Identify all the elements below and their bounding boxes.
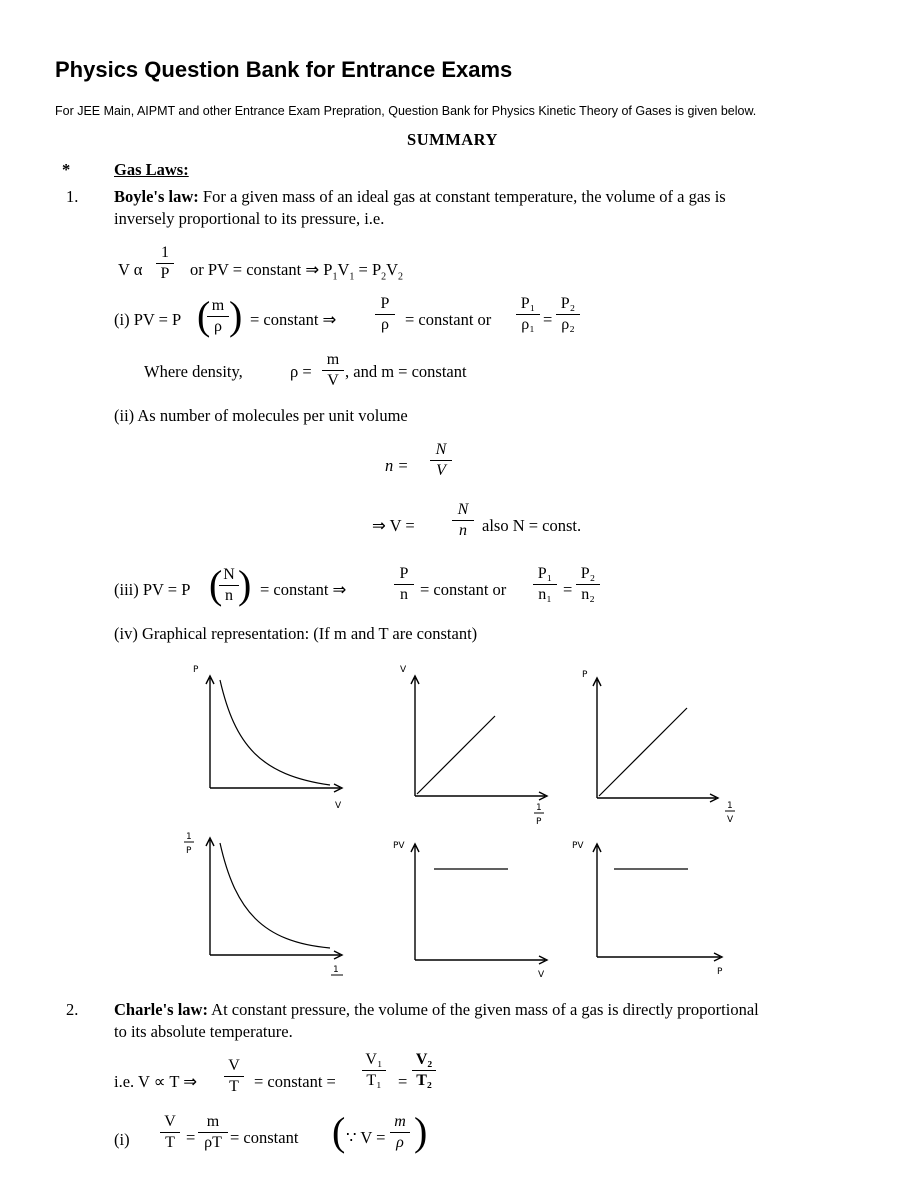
charles-i-eq: = bbox=[186, 1128, 196, 1147]
charles-since: ∵ V = bbox=[346, 1128, 386, 1147]
eq-i-const: = constant ⇒ bbox=[250, 310, 337, 329]
x-label-num: 1 bbox=[536, 803, 542, 813]
iv-label: (iv) Graphical representation: (If m and T are constant) bbox=[114, 624, 478, 643]
x-label-num: 1 bbox=[333, 965, 339, 975]
paren-close: ) bbox=[229, 293, 243, 338]
where-and: , and m = constant bbox=[345, 362, 467, 381]
straight-line bbox=[599, 708, 687, 796]
charles-i-label: (i) bbox=[114, 1130, 130, 1149]
frac-1-over-p: $\frac{1}{P}$ bbox=[156, 243, 174, 284]
x-label-den: P bbox=[536, 817, 542, 827]
ii-label: (ii) As number of molecules per unit volume bbox=[114, 406, 408, 425]
frac-p2-over-n2: $\frac{\text{P₂}}{\text{n₂}}$ bbox=[576, 564, 600, 605]
eq1-left: V α bbox=[118, 260, 143, 279]
ii-v: ⇒ V = bbox=[372, 516, 415, 535]
frac-N-over-n: $\frac{N}{n}$ bbox=[452, 500, 474, 541]
boyle-line-2: inversely proportional to its pressure, i.e. bbox=[114, 209, 385, 228]
x-label-num: 1 bbox=[727, 801, 733, 811]
frac-p-over-n: $\frac{P}{n}$ bbox=[394, 564, 414, 605]
eq-i-const2: = constant or bbox=[405, 310, 492, 329]
ii-also: also N = const. bbox=[482, 516, 582, 535]
intro-text: For JEE Main, AIPMT and other Entrance Exam Prepration, Question Bank for Physics Kinetic Theory of Gases is given below. bbox=[55, 104, 757, 118]
boyle-text-1: For a given mass of an ideal gas at constant temperature, the volume of a gas is bbox=[202, 187, 726, 206]
paren-close-3: ) bbox=[414, 1109, 428, 1154]
equals-sign-2: = bbox=[563, 580, 573, 599]
frac-Nn-paren: $\frac{N}{n}$ bbox=[219, 565, 239, 606]
charles-name: Charle's law: bbox=[114, 1000, 208, 1019]
paren-open-2: ( bbox=[209, 562, 223, 607]
frac-m-over-rho-it: $\frac{m}{\rho}$ bbox=[390, 1112, 410, 1153]
ie-label: i.e. V ∝ T ⇒ bbox=[114, 1072, 198, 1091]
equals-sign: = bbox=[543, 310, 553, 329]
y-label-num: 1 bbox=[186, 832, 192, 842]
x-label-den: V bbox=[727, 815, 734, 825]
frac-p1-over-n1: $\frac{\text{P₁}}{\text{n₁}}$ bbox=[533, 564, 557, 605]
where-rho: ρ = bbox=[290, 362, 312, 381]
frac-p2-over-rho2: $\frac{\text{P₂}}{\text{ρ₂}}$ bbox=[556, 294, 580, 335]
boyle-name: Boyle's law: bbox=[114, 187, 199, 206]
y-label: P bbox=[582, 670, 588, 680]
y-label: P bbox=[193, 665, 199, 675]
charles-line-2: to its absolute temperature. bbox=[114, 1022, 293, 1041]
frac-m-over-v: $\frac{m}{V}$ bbox=[322, 350, 344, 391]
straight-line bbox=[417, 716, 495, 794]
x-label: V bbox=[538, 970, 545, 980]
eq1-rest: or PV = constant ⇒ $P_1V_1 = P_2V_2$ bbox=[190, 260, 404, 283]
graph-p-vs-inv-v bbox=[582, 670, 735, 825]
graph-pv-vs-v bbox=[393, 841, 547, 980]
frac-m-over-rho: $\frac{m}{\rho}$ bbox=[207, 296, 229, 337]
eq-i-label: (i) PV = P bbox=[114, 310, 182, 329]
y-label: PV bbox=[393, 841, 405, 851]
x-label: V bbox=[335, 801, 342, 811]
charles-text-1: At constant pressure, the volume of the given mass of a gas is directly proportional bbox=[211, 1000, 759, 1019]
item-number: 1. bbox=[66, 187, 79, 206]
frac-n-over-v: $\frac{N}{V}$ bbox=[430, 440, 452, 481]
graph-pv-vs-p bbox=[572, 841, 723, 977]
where-label: Where density, bbox=[144, 362, 243, 381]
paren-open-3: ( bbox=[332, 1109, 346, 1154]
ii-n: n = bbox=[385, 456, 409, 475]
paren-close-2: ) bbox=[238, 562, 252, 607]
y-label: PV bbox=[572, 841, 584, 851]
charles-i-const: = constant bbox=[230, 1128, 299, 1147]
frac-v-over-t-i: $\frac{V}{T}$ bbox=[160, 1112, 180, 1153]
iii-label: (iii) PV = P bbox=[114, 580, 191, 599]
frac-m-over-rhoT: $\frac{m}{\rho T}$ bbox=[198, 1112, 228, 1153]
summary-heading: SUMMARY bbox=[407, 130, 498, 149]
hyperbola-curve bbox=[220, 680, 330, 785]
frac-p1-over-rho1: $\frac{\text{P₁}}{\text{ρ₁}}$ bbox=[516, 294, 540, 335]
ie-const: = constant = bbox=[254, 1072, 336, 1091]
y-label-den: P bbox=[186, 846, 192, 856]
frac-v1-over-t1: $\frac{\text{V₁}}{\text{T₁}}$ bbox=[362, 1050, 386, 1091]
frac-v-over-t: $\frac{V}{T}$ bbox=[224, 1056, 244, 1097]
graph-inv-p-vs-inv-v bbox=[184, 832, 343, 975]
graph-p-vs-v bbox=[193, 665, 342, 811]
bullet: * bbox=[62, 160, 71, 179]
paren-open: ( bbox=[197, 293, 211, 338]
page-title: Physics Question Bank for Entrance Exams bbox=[55, 57, 513, 82]
charles-line-1 bbox=[114, 1000, 759, 1020]
item-number-2: 2. bbox=[66, 1000, 79, 1019]
graph-panel bbox=[0, 650, 900, 990]
section-heading: Gas Laws: bbox=[114, 160, 189, 179]
frac-p-over-rho: $\frac{P}{\rho}$ bbox=[375, 294, 395, 335]
frac-v2-over-t2: $\frac{\text{V₂}}{\text{T₂}}$ bbox=[412, 1050, 436, 1091]
x-label: P bbox=[717, 967, 723, 977]
iii-const: = constant ⇒ bbox=[260, 580, 347, 599]
iii-const2: = constant or bbox=[420, 580, 507, 599]
graph-v-vs-inv-p bbox=[400, 665, 547, 827]
boyle-line-1 bbox=[114, 187, 726, 207]
y-label: V bbox=[400, 665, 407, 675]
ie-eq: = bbox=[398, 1072, 408, 1091]
hyperbola-curve bbox=[220, 843, 330, 948]
